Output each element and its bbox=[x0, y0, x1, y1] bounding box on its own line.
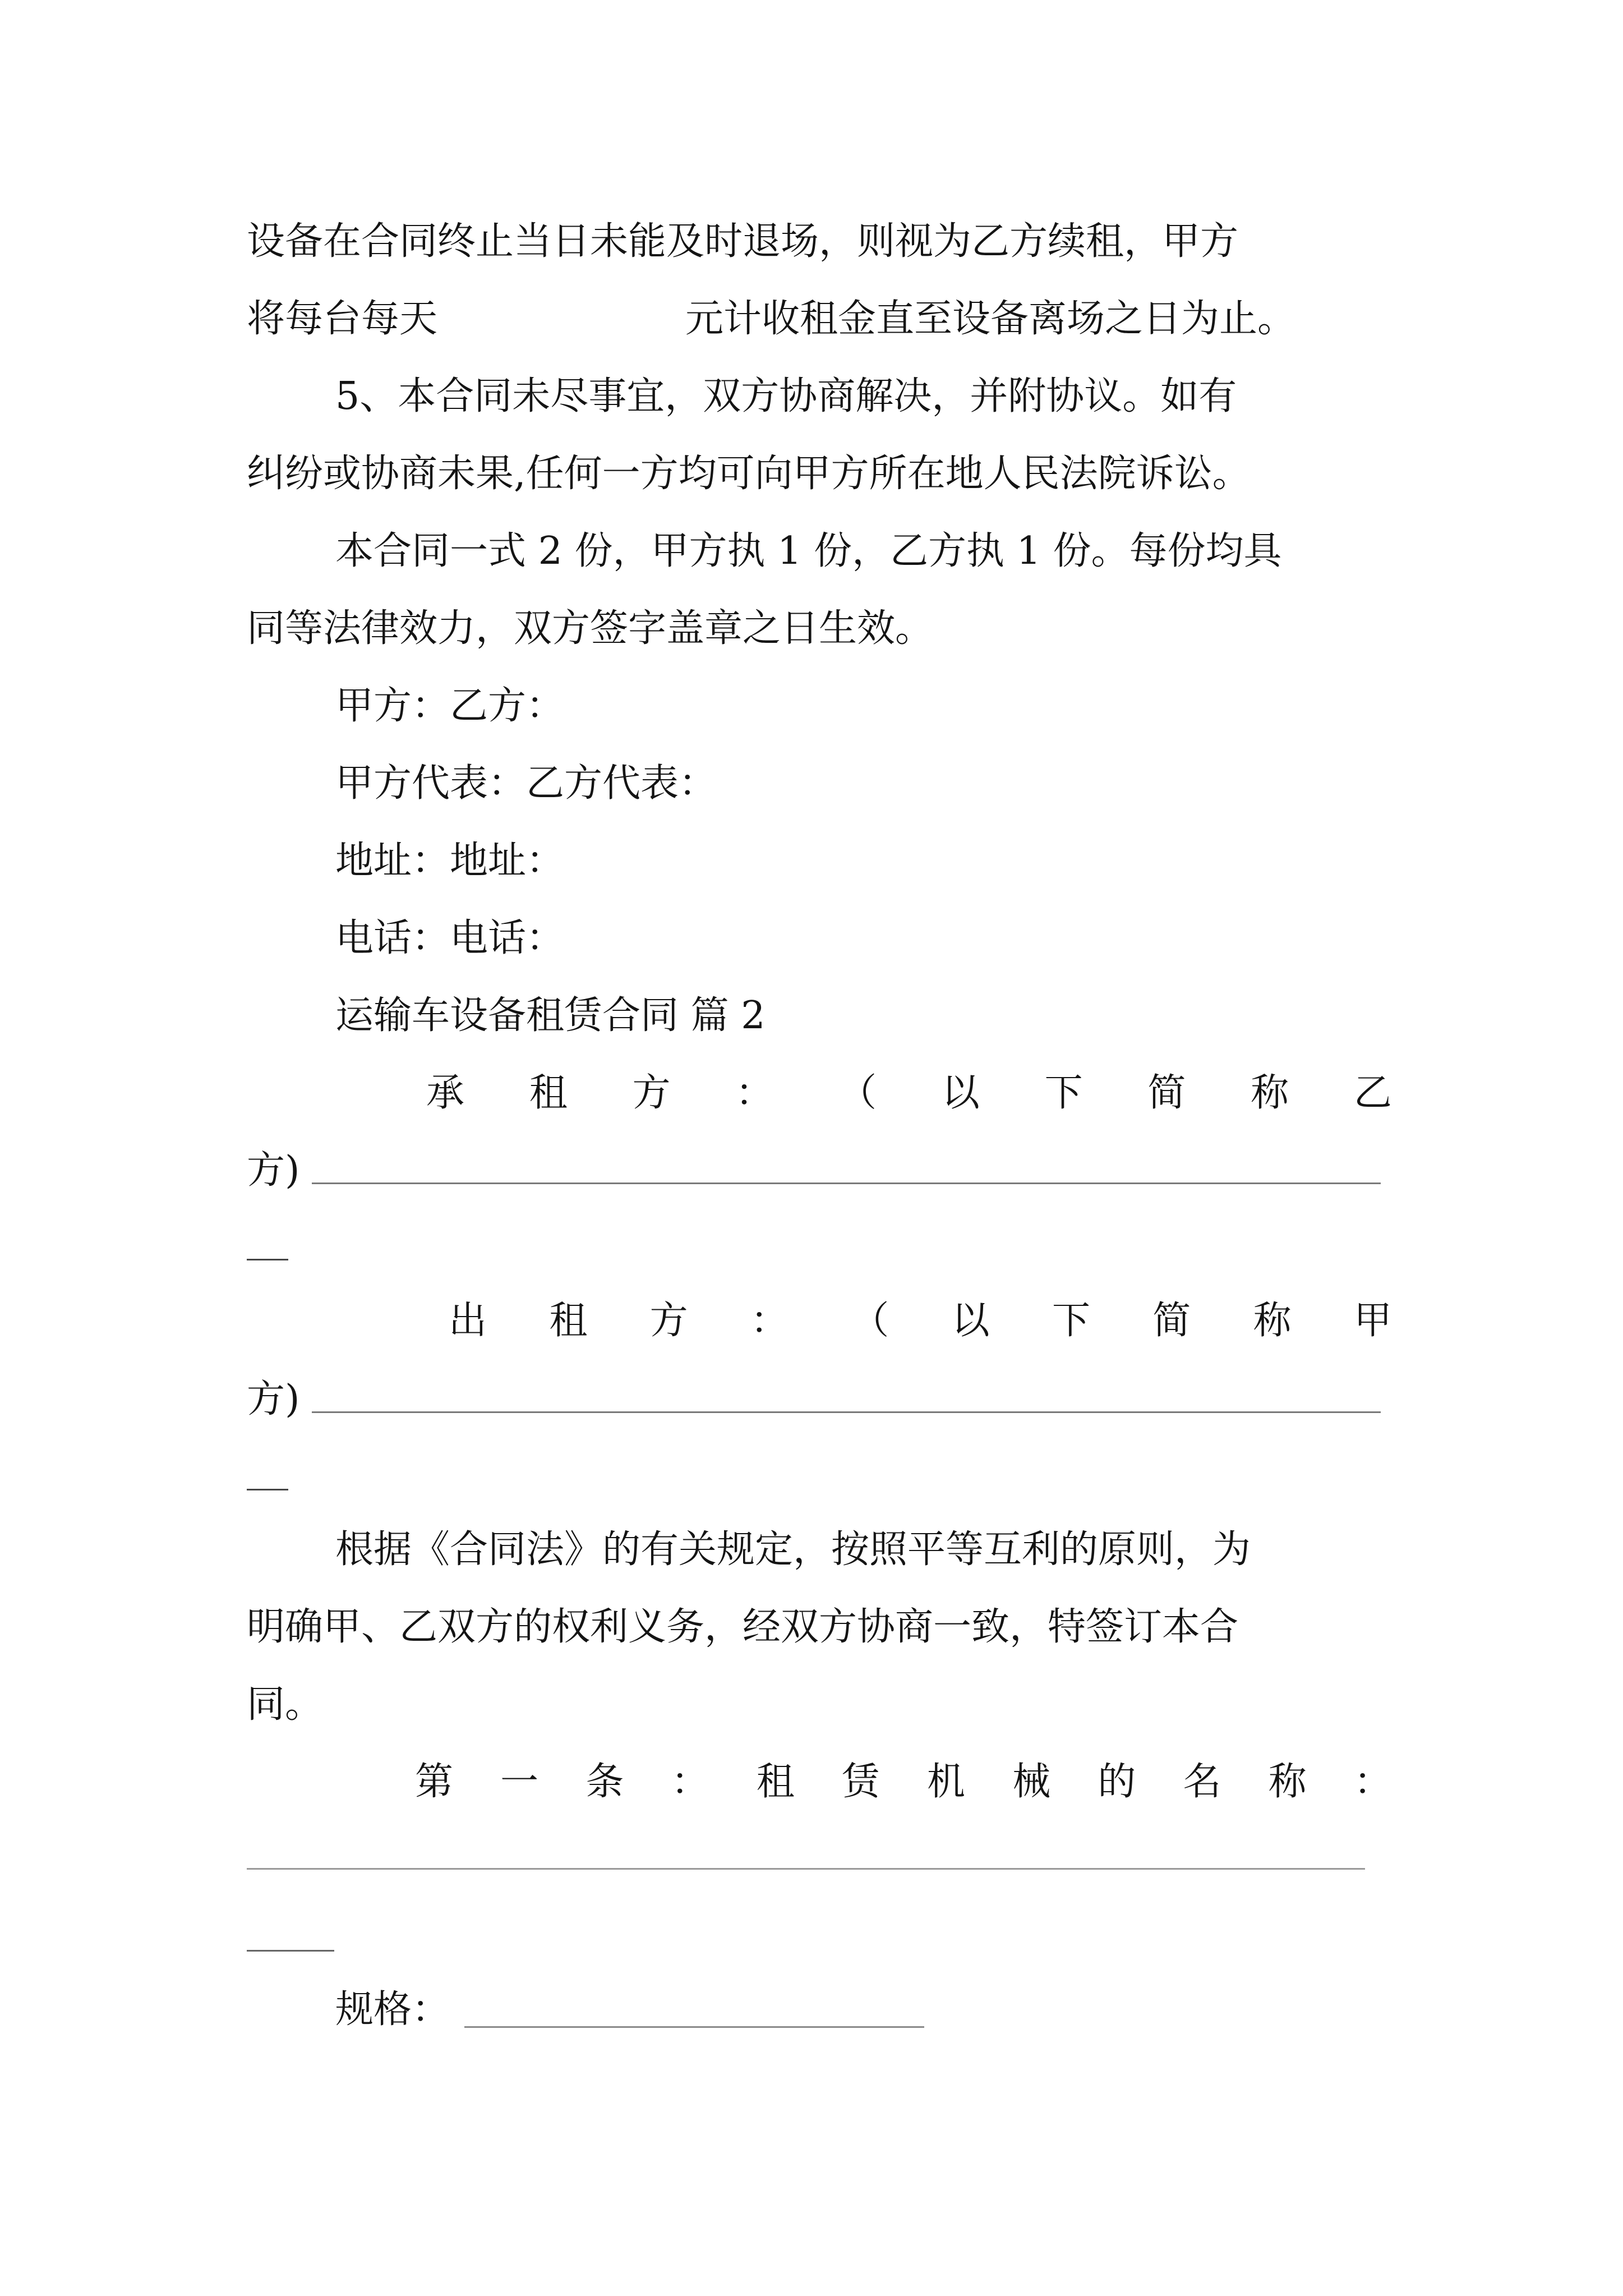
paragraph-line: 本合同一式 2 份，甲方执 1 份，乙方执 1 份。每份均具 bbox=[335, 529, 1282, 573]
signature-representatives: 甲方代表：乙方代表： bbox=[335, 761, 717, 806]
machine-name-fill-line bbox=[247, 1868, 1365, 1870]
article-char: 租 bbox=[756, 1760, 795, 1804]
article-char: 机 bbox=[927, 1760, 966, 1804]
paragraph-line: 同等法律效力，双方签字盖章之日生效。 bbox=[247, 606, 934, 651]
lessor-char: 方 bbox=[649, 1299, 688, 1343]
machine-name-fill-line-end bbox=[247, 1950, 334, 1952]
lessee-label bbox=[426, 1069, 1392, 1117]
lessor-fill-line-end bbox=[247, 1489, 288, 1490]
lessee-char: 以 bbox=[941, 1071, 980, 1115]
lessee-char: 承 bbox=[426, 1071, 465, 1115]
lessee-char: （ bbox=[838, 1071, 877, 1115]
lessor-char: 以 bbox=[951, 1299, 990, 1343]
lessor-char: 简 bbox=[1152, 1299, 1191, 1343]
paragraph-line: 明确甲、乙双方的权利义务，经双方协商一致，特签订本合 bbox=[247, 1605, 1239, 1649]
signature-phone: 电话：电话： bbox=[335, 916, 565, 960]
paragraph-line: 同。 bbox=[247, 1682, 324, 1727]
lessee-tail: 方) bbox=[247, 1148, 300, 1193]
article-char: 名 bbox=[1183, 1760, 1221, 1804]
lessor-char: 下 bbox=[1052, 1299, 1090, 1343]
lessee-char: 简 bbox=[1147, 1071, 1186, 1115]
lessee-char: 称 bbox=[1251, 1071, 1289, 1115]
paragraph-line: 根据《合同法》的有关规定，按照平等互利的原则，为 bbox=[335, 1527, 1251, 1572]
spec-label: 规格： bbox=[335, 1987, 450, 2032]
article-char: 一 bbox=[500, 1760, 539, 1804]
lessee-fill-line bbox=[312, 1182, 1381, 1184]
lessor-char: ： bbox=[750, 1299, 789, 1343]
article-char: 条 bbox=[585, 1760, 624, 1804]
lessee-char: 乙 bbox=[1353, 1071, 1392, 1115]
article-1-heading bbox=[415, 1758, 1392, 1806]
article-char: 第 bbox=[415, 1760, 454, 1804]
lessor-char: 出 bbox=[449, 1299, 487, 1343]
lessor-char: （ bbox=[851, 1299, 889, 1343]
paragraph-line bbox=[247, 295, 1295, 343]
lessee-char: 租 bbox=[529, 1071, 568, 1115]
signature-parties: 甲方：乙方： bbox=[335, 684, 565, 728]
spec-fill-line bbox=[464, 2026, 924, 2028]
lessor-char: 甲 bbox=[1353, 1299, 1392, 1343]
lessee-fill-line-end bbox=[247, 1259, 288, 1260]
signature-address: 地址：地址： bbox=[335, 839, 565, 883]
lessor-fill-line bbox=[312, 1411, 1381, 1413]
lessor-label bbox=[449, 1297, 1392, 1345]
section-title: 运输车设备租赁合同 篇 2 bbox=[335, 993, 766, 1038]
article-char: 称 bbox=[1268, 1760, 1307, 1804]
paragraph-line: 设备在合同终止当日未能及时退场，则视为乙方续租，甲方 bbox=[247, 219, 1239, 264]
paragraph-line: 纠纷或协商未果,任何一方均可向甲方所在地人民法院诉讼。 bbox=[247, 452, 1251, 496]
article-char: ： bbox=[1353, 1760, 1392, 1804]
article-char: 械 bbox=[1012, 1760, 1051, 1804]
paragraph-text: 元计收租金直至设备离场之日为止。 bbox=[685, 297, 1296, 341]
lessor-char: 称 bbox=[1253, 1299, 1292, 1343]
lessor-char: 租 bbox=[549, 1299, 588, 1343]
lessor-tail: 方) bbox=[247, 1377, 300, 1421]
lessee-char: 下 bbox=[1044, 1071, 1083, 1115]
lessee-char: 方 bbox=[632, 1071, 671, 1115]
paragraph-line: 5、本合同未尽事宜，双方协商解决，并附协议。如有 bbox=[335, 374, 1237, 418]
article-char: ： bbox=[671, 1760, 709, 1804]
lessee-char: ： bbox=[735, 1071, 774, 1115]
paragraph-text: 将每台每天 bbox=[247, 297, 438, 341]
article-char: 的 bbox=[1098, 1760, 1136, 1804]
article-char: 赁 bbox=[841, 1760, 880, 1804]
